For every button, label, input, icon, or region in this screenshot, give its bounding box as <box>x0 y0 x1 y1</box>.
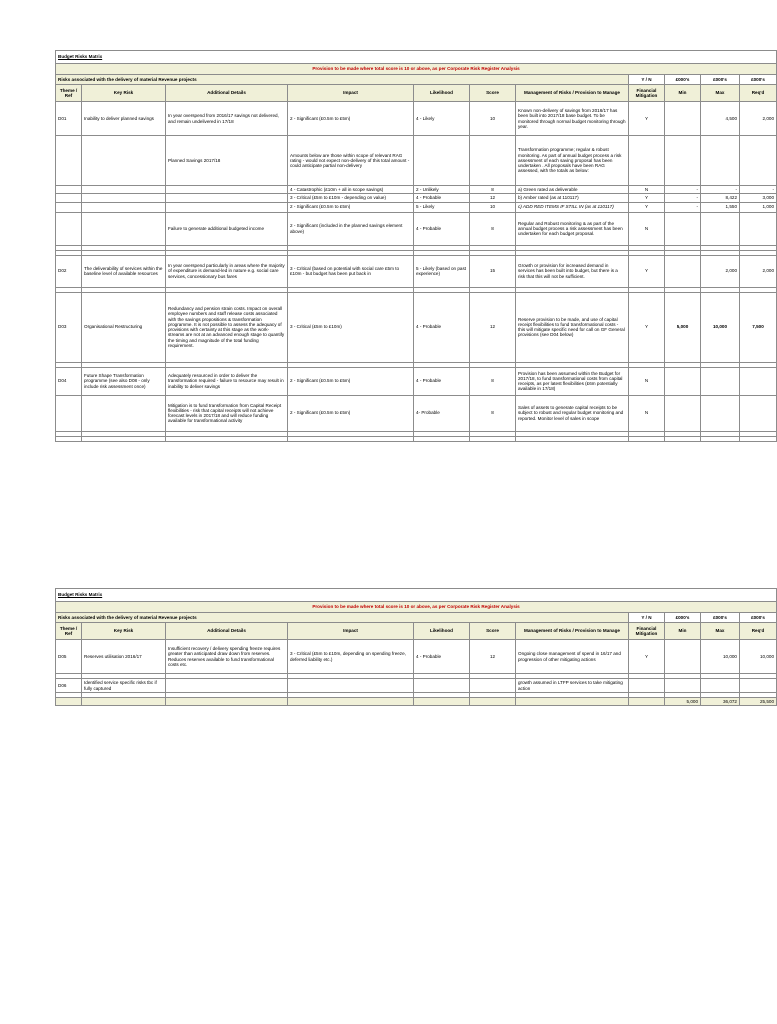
header-req: Req'd <box>740 85 777 102</box>
max-cell: 10,000 <box>701 292 740 362</box>
management-cell: Regular and Robust monitoring & as part of the annual budget process a risk assessment has been undertaken for each budget proposal. <box>516 212 629 245</box>
table-row <box>56 212 777 245</box>
req-cell <box>740 367 777 395</box>
key-risk-cell: Inability to deliver planned savings <box>82 102 166 136</box>
fin-cell: N <box>629 395 665 431</box>
min-cell <box>665 679 701 693</box>
total-min: 5,000 <box>665 698 701 706</box>
fin-cell: Y <box>629 194 665 202</box>
max-cell <box>701 395 740 431</box>
max-cell <box>701 367 740 395</box>
req-cell: 7,500 <box>740 292 777 362</box>
details-cell: Mitigation is to fund transformation from Capital Receipt flexibilities - risk that capital receipts will not achieve forecast levels in 2017/18 and will reduce funding available for transformational activity <box>166 395 288 431</box>
management-cell: a) Green rated as deliverable <box>516 186 629 194</box>
budget-risks-matrix-1 <box>55 50 777 442</box>
impact-cell: 2 - Significant (£0.5m to £5m) <box>288 367 414 395</box>
table-row <box>56 202 777 212</box>
header-max: Max <box>701 623 740 640</box>
details-cell: Failure to generate additional budgeted income <box>166 212 288 245</box>
fin-cell: Y <box>629 640 665 674</box>
impact-cell: 2 - Significant (£0.5m to £5m) <box>288 102 414 136</box>
fin-cell <box>629 136 665 186</box>
impact-cell <box>288 679 414 693</box>
header-impact: Impact <box>288 85 414 102</box>
score-cell: 8 <box>470 212 516 245</box>
header-likelihood: Likelihood <box>414 85 470 102</box>
spacer-row <box>56 436 777 441</box>
max-cell: - <box>701 186 740 194</box>
key-risk-cell <box>82 136 166 186</box>
ref-cell <box>56 395 82 431</box>
key-risk-cell <box>82 186 166 194</box>
req-cell: 2,000 <box>740 102 777 136</box>
key-risk-cell: Identified service specific risks tbc if fully captured <box>82 679 166 693</box>
header-min: Min <box>665 85 701 102</box>
score-cell: 12 <box>470 640 516 674</box>
score-cell: 8 <box>470 367 516 395</box>
header-score: Score <box>470 85 516 102</box>
score-cell <box>470 679 516 693</box>
impact-cell: 3 - Critical (£5m to £10m, depending on spending freeze, deferred liability etc.) <box>288 640 414 674</box>
ref-cell <box>56 186 82 194</box>
fin-cell: N <box>629 186 665 194</box>
max-cell: 2,000 <box>701 255 740 287</box>
likelihood-cell: 4 - Likely <box>414 102 470 136</box>
table-row <box>56 367 777 395</box>
min-cell: - <box>665 186 701 194</box>
details-cell: Insufficient recovery / delivery spending freeze requires greater than anticipated draw down from reserves. Reduces reserves available to fund transformational costs etc. <box>166 640 288 674</box>
score-cell <box>470 136 516 186</box>
likelihood-cell: 4 - Probable <box>414 292 470 362</box>
fin-cell <box>629 679 665 693</box>
unit-max: £000's <box>701 613 740 623</box>
key-risk-cell: Future Shape Transformation programme (see also D08 - only include risk assessment once) <box>82 367 166 395</box>
details-cell <box>166 679 288 693</box>
header-min: Min <box>665 623 701 640</box>
impact-cell: 2 - Significant (£0.5m to £5m) <box>288 202 414 212</box>
key-risk-cell <box>82 194 166 202</box>
ref-cell: D04 <box>56 367 82 395</box>
table-row <box>56 186 777 194</box>
key-risk-cell: The deliverability of services within the baseline level of available resources <box>82 255 166 287</box>
ref-cell: D03 <box>56 292 82 362</box>
section-label: Risks associated with the delivery of material Revenue projects <box>56 613 629 623</box>
max-cell <box>701 679 740 693</box>
min-cell <box>665 367 701 395</box>
details-cell: In year overspend particularly in areas where the majority of expenditure is demand-led in nature e.g. social care services, concessionary bus fares <box>166 255 288 287</box>
management-cell: c) ADD RED ITEMS IF STILL IN (as at 110117) <box>516 202 629 212</box>
impact-cell: Amounts below are those within scope of relevant RAG rating - would not expect non-delivery of this total amount - could anticipate partial non-delivery <box>288 136 414 186</box>
provision-note: Provision to be made where total score is 10 or above, as per Corporate Risk Register Analysis <box>56 64 777 75</box>
impact-cell: 3 - Critical (£5m to £10m - depending on value) <box>288 194 414 202</box>
management-cell: Provision has been assumed within the Budget for 2017/18, to fund transformational costs from capital receipts, as per latest flexibilities (£6m potentially available in 17/18) <box>516 367 629 395</box>
ref-cell <box>56 202 82 212</box>
score-cell: 15 <box>470 255 516 287</box>
ref-cell: D01 <box>56 102 82 136</box>
section-label: Risks associated with the delivery of material Revenue projects <box>56 75 629 85</box>
req-cell <box>740 136 777 186</box>
header-ref: Theme / Ref <box>56 85 82 102</box>
fin-cell: N <box>629 367 665 395</box>
likelihood-cell: 4 - Probable <box>414 367 470 395</box>
key-risk-cell <box>82 202 166 212</box>
likelihood-cell: 5 - Likely <box>414 202 470 212</box>
key-risk-cell <box>82 212 166 245</box>
total-req: 25,500 <box>740 698 777 706</box>
header-likelihood: Likelihood <box>414 623 470 640</box>
yn-label: Y / N <box>629 75 665 85</box>
likelihood-cell: 4 - Probable <box>414 194 470 202</box>
fin-cell: Y <box>629 202 665 212</box>
yn-label: Y / N <box>629 613 665 623</box>
budget-risks-matrix-2 <box>55 588 777 706</box>
key-risk-cell <box>82 395 166 431</box>
score-cell: 12 <box>470 194 516 202</box>
min-cell <box>665 640 701 674</box>
impact-cell: 2 - Significant (included in the planned savings element above) <box>288 212 414 245</box>
management-cell: Transformation programme; regular & robust monitoring. As part of annual budget process a risk assessment of each saving proposal has been undertaken . All proposals have been RAG assessed, with the totals as below: <box>516 136 629 186</box>
unit-req: £000's <box>740 613 777 623</box>
details-cell <box>166 202 288 212</box>
column-header-row <box>56 623 777 640</box>
min-cell: 5,000 <box>665 292 701 362</box>
key-risk-cell: Reserves utilisation 2016/17 <box>82 640 166 674</box>
likelihood-cell: 4 - Probable <box>414 640 470 674</box>
req-cell: 1,000 <box>740 202 777 212</box>
impact-cell: 3 - Critical (based on potential with social care £5m to £10m - but budget has been put back in <box>288 255 414 287</box>
details-cell: In year overspend from 2016/17 savings not delivered, and remain undelivered in 17/18 <box>166 102 288 136</box>
max-cell: 8,422 <box>701 194 740 202</box>
min-cell <box>665 136 701 186</box>
matrix-title: Budget Risks Matrix <box>56 51 777 64</box>
ref-cell: D06 <box>56 679 82 693</box>
likelihood-cell: 2 - Unlikely <box>414 186 470 194</box>
fin-cell: Y <box>629 255 665 287</box>
management-cell: Reserve provision to be made, and use of capital receipt flexibilities to fund transformational costs - this will mitigate specific need for call on GF General provisions (see D04 below) <box>516 292 629 362</box>
likelihood-cell: 5 - Likely (based on past experience) <box>414 255 470 287</box>
header-management: Management of Risks / Provision to Manage <box>516 623 629 640</box>
score-cell: 12 <box>470 292 516 362</box>
impact-cell: 4 - Catastrophic (£10m + all in scope savings) <box>288 186 414 194</box>
req-cell: 10,000 <box>740 640 777 674</box>
header-key-risk: Key Risk <box>82 85 166 102</box>
impact-cell: 2 - Significant (£0.5m to £5m) <box>288 395 414 431</box>
ref-cell <box>56 212 82 245</box>
details-cell: Adequately resourced in order to deliver the transformation required - failure to resource may result in inability to deliver savings <box>166 367 288 395</box>
key-risk-cell: Organisational Restructuring <box>82 292 166 362</box>
management-cell: Known non-delivery of savings from 2016/17 has been built into 2017/18 base budget. To be monitored through normal budget monitoring through year. <box>516 102 629 136</box>
table-row <box>56 136 777 186</box>
details-cell <box>166 186 288 194</box>
table-row <box>56 255 777 287</box>
fin-cell: Y <box>629 292 665 362</box>
table-row <box>56 395 777 431</box>
table-row <box>56 640 777 674</box>
header-management: Management of Risks / Provision to Manage <box>516 85 629 102</box>
req-cell <box>740 679 777 693</box>
header-details: Additional Details <box>166 623 288 640</box>
table-row <box>56 679 777 693</box>
header-impact: Impact <box>288 623 414 640</box>
header-ref: Theme / Ref <box>56 623 82 640</box>
fin-cell: Y <box>629 102 665 136</box>
table-row <box>56 292 777 362</box>
min-cell <box>665 395 701 431</box>
max-cell <box>701 136 740 186</box>
impact-cell: 3 - Critical (£5m to £10m) <box>288 292 414 362</box>
management-cell: Sales of assets to generate capital receipts to be subject to robust and regular budget monitoring and reported. Monitor level of sales in scope <box>516 395 629 431</box>
header-max: Max <box>701 85 740 102</box>
management-cell: growth assumed in LTFP services to take mitigating action <box>516 679 629 693</box>
req-cell: - <box>740 186 777 194</box>
likelihood-cell: 4- Probable <box>414 395 470 431</box>
unit-min: £000's <box>665 613 701 623</box>
table-row <box>56 194 777 202</box>
req-cell <box>740 212 777 245</box>
header-fin: Financial Mitigation <box>629 623 665 640</box>
score-cell: 10 <box>470 202 516 212</box>
max-cell: 4,500 <box>701 102 740 136</box>
management-cell: Ongoing close management of spend in 16/17 and progression of other mitigating actions <box>516 640 629 674</box>
header-key-risk: Key Risk <box>82 623 166 640</box>
ref-cell: D02 <box>56 255 82 287</box>
totals-row <box>56 698 777 706</box>
min-cell <box>665 102 701 136</box>
management-cell: b) Amber rated (as at 110117) <box>516 194 629 202</box>
total-max: 36,072 <box>701 698 740 706</box>
header-req: Req'd <box>740 623 777 640</box>
details-cell <box>166 194 288 202</box>
details-cell: Planned Savings 2017/18 <box>166 136 288 186</box>
matrix-title: Budget Risks Matrix <box>56 589 777 602</box>
ref-cell: D05 <box>56 640 82 674</box>
ref-cell <box>56 194 82 202</box>
unit-max: £000's <box>701 75 740 85</box>
header-details: Additional Details <box>166 85 288 102</box>
score-cell: 8 <box>470 186 516 194</box>
unit-req: £000's <box>740 75 777 85</box>
details-cell: Redundancy and pension strain costs. Impact on overall employee numbers and staff release costs associated with the savings propositions & transformation programme. It is not possible to assess the adequacy of provisions with certainty at this stage as the work-streams are not at an advanced enough stage to quantify the timing and magnitude of the total funding requirement. <box>166 292 288 362</box>
min-cell <box>665 255 701 287</box>
req-cell: 3,000 <box>740 194 777 202</box>
min-cell: - <box>665 202 701 212</box>
score-cell: 10 <box>470 102 516 136</box>
provision-note: Provision to be made where total score is 10 or above, as per Corporate Risk Register Analysis <box>56 602 777 613</box>
header-score: Score <box>470 623 516 640</box>
min-cell <box>665 212 701 245</box>
score-cell: 8 <box>470 395 516 431</box>
max-cell: 1,550 <box>701 202 740 212</box>
fin-cell: N <box>629 212 665 245</box>
req-cell <box>740 395 777 431</box>
req-cell: 2,000 <box>740 255 777 287</box>
max-cell <box>701 212 740 245</box>
unit-min: £000's <box>665 75 701 85</box>
likelihood-cell: 4 - Probable <box>414 212 470 245</box>
header-fin: Financial Mitigation <box>629 85 665 102</box>
min-cell: - <box>665 194 701 202</box>
table-row <box>56 102 777 136</box>
column-header-row <box>56 85 777 102</box>
management-cell: Growth or provision for increased demand in services has been built into budget, but there is a risk that this will not be sufficient. <box>516 255 629 287</box>
likelihood-cell <box>414 679 470 693</box>
likelihood-cell <box>414 136 470 186</box>
max-cell: 10,000 <box>701 640 740 674</box>
ref-cell <box>56 136 82 186</box>
